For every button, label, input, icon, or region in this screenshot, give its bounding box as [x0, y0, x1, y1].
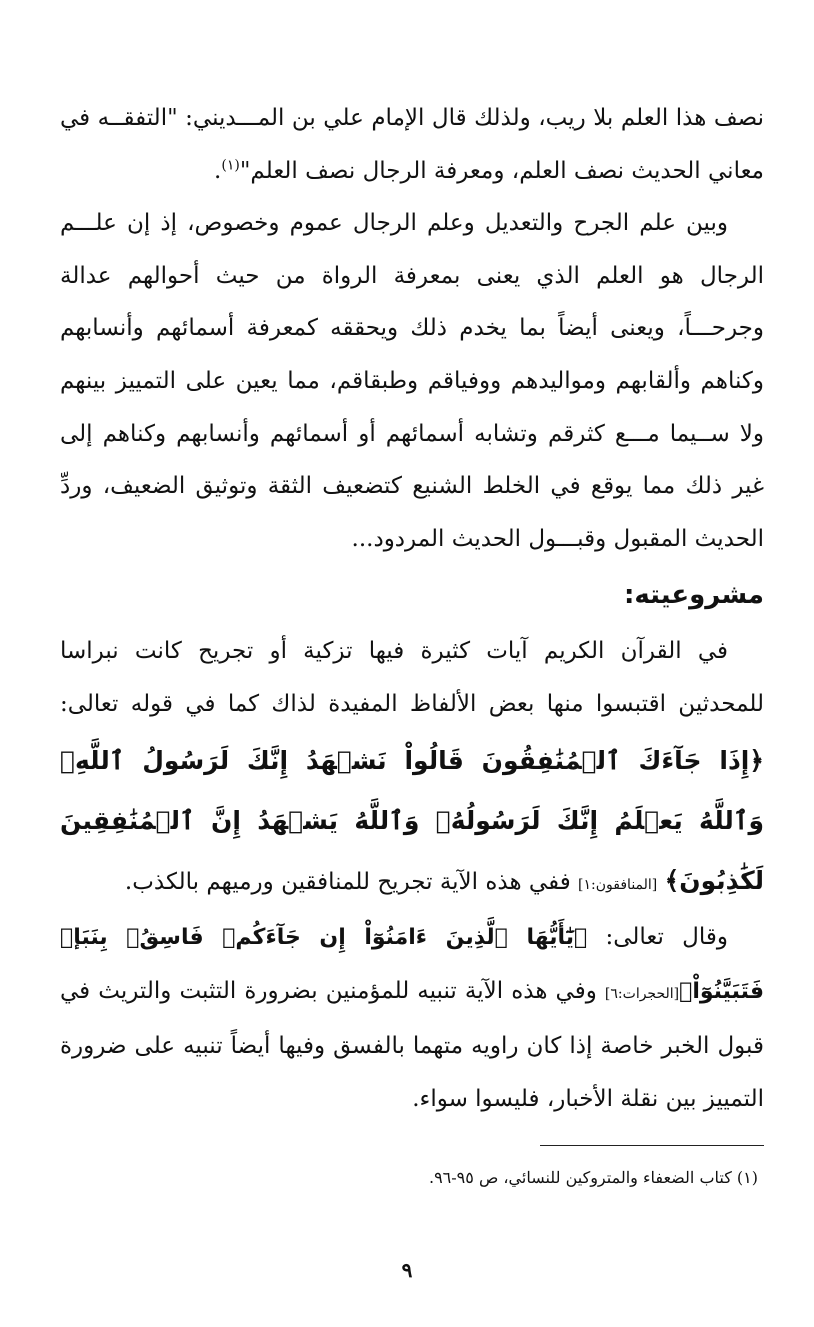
verse-reference-munafiqun: [المنافقون:١]: [578, 876, 658, 893]
footnote-divider: [540, 1145, 764, 1146]
paragraph-1-end: .: [214, 157, 222, 184]
quran-verse-munafiqun: ﴿إِذَا جَآءَكَ ٱلۡمُنَٰفِقُونَ قَالُواْ نَشۡهَدُ إِنَّكَ لَرَسُولُ ٱللَّهِۗ وَٱللَّهُ يَعۡلَمُ إِنَّكَ لَرَسُولُهُۥ وَٱللَّهُ يَشۡهَدُ إِنَّ ٱلۡمُنَٰفِقِينَ لَكَٰذِبُونَ﴾: [60, 745, 764, 895]
paragraph-4-start: وقال تعالى:: [605, 924, 728, 951]
footnote-marker[interactable]: (١): [221, 156, 240, 173]
paragraph-3-text: في القرآن الكريم آيات كثيرة فيها تزكية أو تجريح كانت نبراسا للمحدثين اقتبسوا منها بعض الألفاظ المفيدة لذاك كما في قوله تعالى:: [60, 638, 764, 717]
main-text: [60, 92, 764, 1126]
paragraph-1-text: نصف هذا العلم بلا ريب، ولذلك قال الإمام علي بن المـــديني: "التفقــه في معاني الحديث نصف العلم، ومعرفة الرجال نصف العلم": [60, 105, 764, 184]
section-heading: مشروعيته:: [623, 580, 764, 611]
verse-reference-hujurat: [الحجرات:٦]: [604, 985, 680, 1002]
page-number: ٩: [401, 1258, 413, 1282]
paragraph-3-end: ففي هذه الآية تجريح للمنافقين ورميهم بالكذب.: [124, 868, 571, 895]
paragraph-3: [60, 625, 764, 911]
paragraph-4: [60, 911, 764, 1125]
paragraph-4-end: وفي هذه الآية تنبيه للمؤمنين بضرورة التثبت والتريث في قبول الخبر خاصة إذا كان راويه متهما بالفسق وفيها أيضاً تنبيه على ضرورة التمييز بين نقلة الأخبار، فليسوا سواء.: [60, 977, 764, 1112]
quran-verse-hujurat: ﴿يَٰٓأَيُّهَا ٱلَّذِينَ ءَامَنُوٓاْ إِن جَآءَكُمۡ فَاسِقُۢ بِنَبَإٖ فَتَبَيَّنُوٓاْ﴾: [60, 925, 764, 1004]
footnote: (١) كتاب الضعفاء والمتروكين للنسائي، ص ٩٥-٩٦.: [428, 1168, 758, 1187]
paragraph-1: [60, 92, 764, 197]
paragraph-2: وبين علم الجرح والتعديل وعلم الرجال عموم وخصوص، إذ إن علـــم الرجال هو العلم الذي يعنى بمعرفة الرواة من حيث أحوالهم عدالة وجرحـــاً، ويعنى أيضاً بما يخدم ذلك ويحققه كمعرفة أسمائهم وأنسابهم وكناهم وألقابهم ومواليدهم ووفياقم وطبقاقم، مما يعين على التمييز بينهم ولا ســيما مـــع كثرقم وتشابه أسمائهم أو أسمائهم وأنسابهم وكناهم إلى غير ذلك مما يوقع في الخلط الشنيع كتضعيف الثقة وتوثيق الضعيف، وردِّ الحديث المقبول وقبـــول الحديث المردود...: [60, 210, 764, 552]
